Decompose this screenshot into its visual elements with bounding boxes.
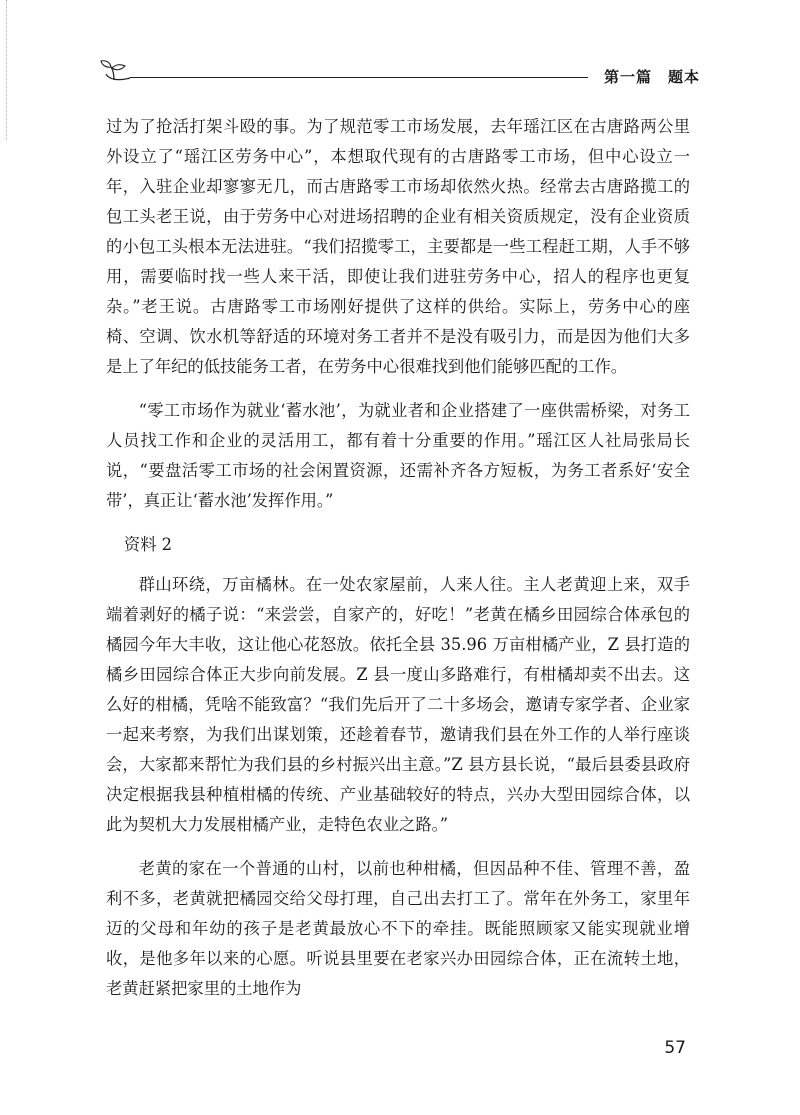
binding-edge-dots [6, 0, 7, 140]
body-paragraph: 过为了抢活打架斗殴的事。为了规范零工市场发展，去年瑶江区在古唐路两公里外设立了“瑶江区劳务中心”，本想取代现有的古唐路零工市场，但中心设立一年，入驻企业却寥寥无几，而古唐路零工市场却依然火热。经常去古唐路揽工的包工头老王说，由于劳务中心对进场招聘的企业有相关资质规定，没有企业资质的小包工头根本无法进驻。“我们招揽零工，主要都是一些工程赶工期，人手不够用，需要临时找一些人来干活，即使让我们进驻劳务中心，招人的程序也更复杂。”老王说。古唐路零工市场刚好提供了这样的供给。实际上，劳务中心的座椅、空调、饮水机等舒适的环境对务工者并不是没有吸引力，而是因为他们大多是上了年纪的低技能务工者，在劳务中心很难找到他们能够匹配的工作。 [106, 117, 690, 376]
section-title: 第一篇 题本 [603, 68, 700, 86]
body-paragraph: 老黄的家在一个普通的山村，以前也种柑橘，但因品种不佳、管理不善，盈利不多，老黄就把橘园交给父母打理，自己出去打工了。常年在外务工，家里年迈的父母和年幼的孩子是老黄最放心不下的牵挂。既能照顾家又能实现就业增收，是他多年以来的心愿。听说县里要在老家兴办田园综合体，正在流转土地，老黄赶紧把家里的土地作为 [106, 859, 690, 998]
sprout-icon [100, 56, 134, 86]
header-rule [130, 77, 588, 78]
body-paragraph: 群山环绕，万亩橘林。在一处农家屋前，人来人往。主人老黄迎上来，双手端着剥好的橘子说：“来尝尝，自家产的，好吃！”老黄在橘乡田园综合体承包的橘园今年大丰收，这让他心花怒放。依托全县 35.96 万亩柑橘产业，Z 县打造的橘乡田园综合体正大步向前发展。Z 县一度山多路难行，有柑橘却卖不出去。这么好的柑橘，凭啥不能致富？“我们先后开了二十多场会，邀请专家学者、企业家一起来考察，为我们出谋划策，还趁着春节，邀请我们县在外工作的人举行座谈会，大家都来帮忙为我们县的乡村振兴出主意。”Z 县方县长说，“最后县委县政府决定根据我县种植柑橘的传统、产业基础较好的特点，兴办大型田园综合体，以此为契机大力发展柑橘产业，走特色农业之路。” [106, 575, 690, 834]
page-header [100, 56, 700, 92]
page-number: 57 [664, 1038, 686, 1058]
page-body [106, 112, 690, 1018]
material-heading: 资料 2 [123, 535, 173, 554]
body-paragraph: “零工市场作为就业‘蓄水池’，为就业者和企业搭建了一座供需桥梁，对务工人员找工作和企业的灵活用工，都有着十分重要的作用。”瑶江区人社局张局长说，“要盘活零工市场的社会闲置资源，还需补齐各方短板，为务工者系好‘安全带’，真正让‘蓄水池’发挥作用。” [106, 401, 690, 510]
